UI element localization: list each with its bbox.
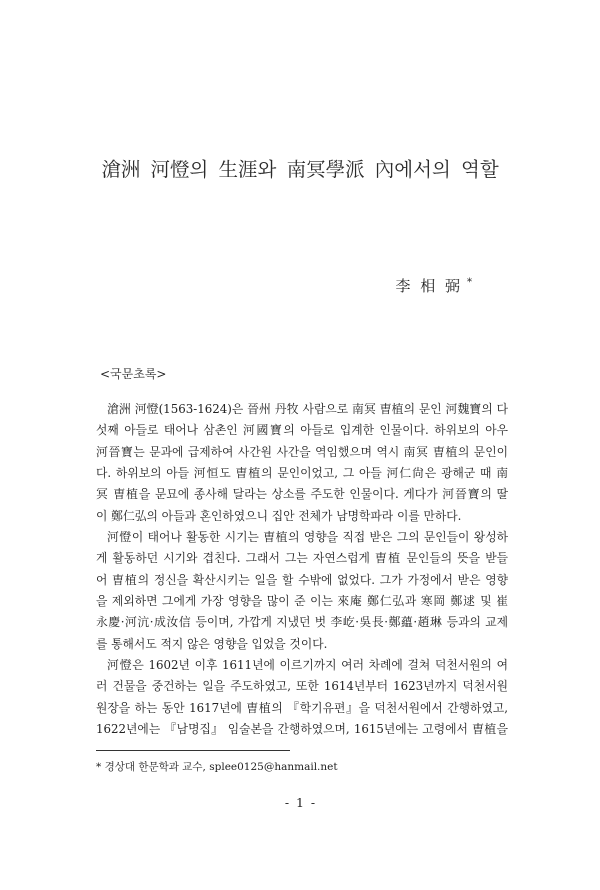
abstract-body	[96, 399, 508, 740]
abstract-line: 河晉寶는 문과에 급제하여 사간원 사간을 역임했으며 역시 南冥 曺植의 문인이	[96, 444, 508, 459]
abstract-paragraph	[96, 399, 508, 527]
abstract-line: 冥 曺植을 문묘에 종사해 달라는 상소를 주도한 인물이다. 게다가 河晉寶의 딸	[96, 487, 508, 502]
abstract-line: 滄洲 河憕(1563-1624)은 晉州 丹牧 사람으로 南冥 曺植의 문인 河魏寶의 다	[107, 402, 508, 416]
abstract-heading: <국문초록>	[100, 367, 167, 381]
abstract-line: 永慶·河沆·成汝信 등이며, 가깝게 지냈던 벗 李屹·吳長·鄭蘊·趙琳 등과의 교제	[96, 615, 508, 630]
author-block	[395, 276, 472, 296]
abstract-line: 河憕은 1602년 이후 1611년에 이르기까지 여러 차례에 걸쳐 덕천서원의 여	[107, 657, 508, 672]
abstract-line: 1622년에는 『남명집』 임술본을 간행하였으며, 1615년에는 고령에서 曺植을	[96, 721, 508, 736]
author-name: 李 相 弼	[395, 277, 460, 295]
abstract-line: 다. 하위보의 아들 河恒도 曺植의 문인이었고, 그 아들 河仁尙은 광해군 때 南	[96, 465, 508, 480]
abstract-line: 섯째 아들로 태어나 삼촌인 河國寶의 아들로 입계한 인물이다. 하위보의 아우	[96, 423, 508, 438]
paper-title: 滄洲 河憕의 生涯와 南冥學派 內에서의 역할	[101, 158, 499, 181]
abstract-line: 원장을 하는 동안 1617년에 曺植의 『학기유편』을 덕천서원에서 간행하였고,	[96, 700, 508, 715]
abstract-paragraph	[96, 527, 508, 655]
abstract-line: 河憕이 태어나 활동한 시기는 曺植의 영향을 직접 받은 그의 문인들이 왕성하	[107, 529, 508, 544]
abstract-line: 를 통해서도 적지 않은 영향을 입었을 것이다.	[96, 636, 328, 651]
author-footnote-mark: *	[467, 277, 472, 288]
abstract-line: 어 曺植의 정신을 확산시키는 일을 할 수밖에 없었다. 그가 가정에서 받은 영향	[96, 572, 508, 587]
abstract-paragraph	[96, 655, 508, 740]
footnote-separator	[96, 750, 290, 751]
page-number: - 1 -	[284, 795, 316, 810]
author-affiliation-footnote: * 경상대 한문학과 교수, splee0125@hanmail.net	[96, 761, 338, 773]
abstract-line: 러 건물을 중건하는 일을 주도하였고, 또한 1614년부터 1623년까지 덕천서원	[96, 679, 508, 694]
abstract-line: 게 활동하던 시기와 겹친다. 그래서 그는 자연스럽게 曺植 문인들의 뜻을 받들	[96, 551, 508, 566]
abstract-line: 이 鄭仁弘의 아들과 혼인하였으니 집안 전체가 남명학파라 이를 만하다.	[96, 508, 462, 523]
abstract-line: 을 제외하면 그에게 가장 영향을 많이 준 이는 來庵 鄭仁弘과 寒岡 鄭逑 및 崔	[96, 593, 508, 608]
